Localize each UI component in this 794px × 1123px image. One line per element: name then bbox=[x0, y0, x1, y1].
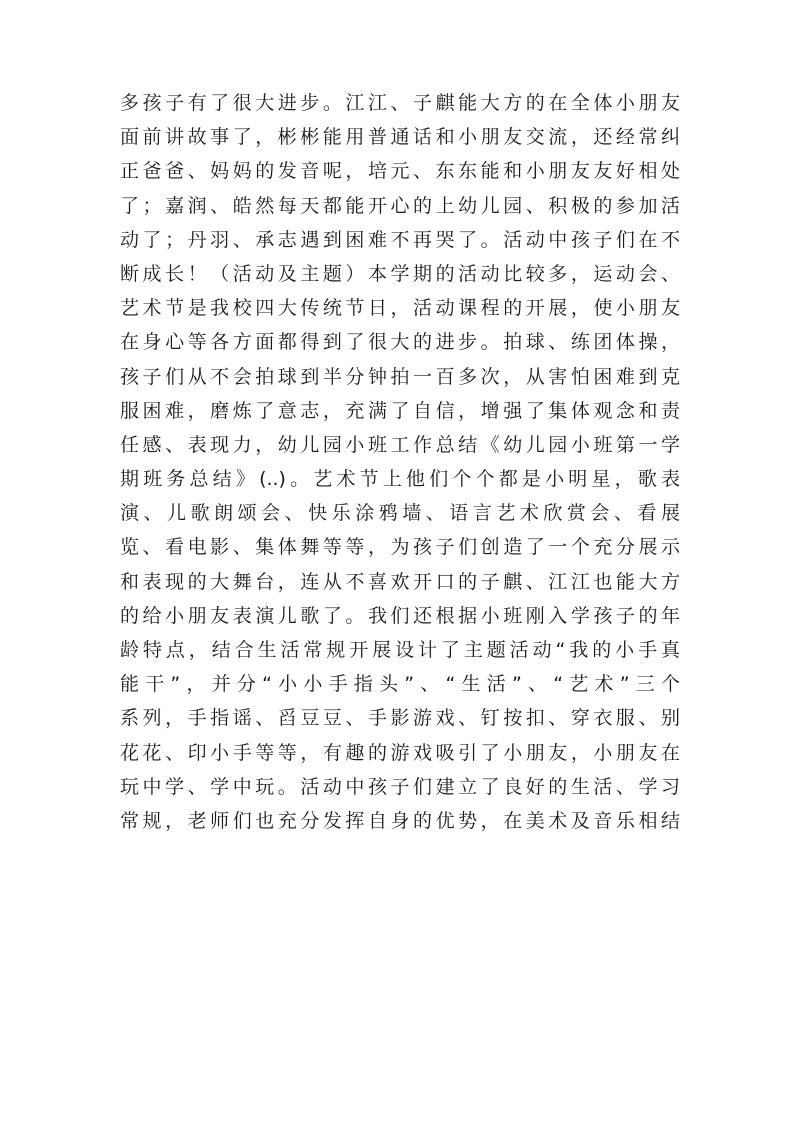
text-line: 了；嘉润、皓然每天都能开心的上幼儿园、积极的参加活 bbox=[120, 194, 680, 217]
text-line: 服困难，磨炼了意志，充满了自信，增强了集体观念和责 bbox=[120, 399, 680, 422]
text-line: 动了；丹羽、承志遇到困难不再哭了。活动中孩子们在不 bbox=[120, 228, 680, 251]
text-line: 多孩子有了很大进步。江江、子麒能大方的在全体小朋友 bbox=[120, 92, 680, 114]
text-line: 演、儿歌朗颂会、快乐涂鸦墙、语言艺术欣赏会、看展 bbox=[120, 502, 680, 525]
text-line: 系列，手指谣、舀豆豆、手影游戏、钉按扣、穿衣服、别 bbox=[120, 707, 680, 730]
text-line: 面前讲故事了，彬彬能用普通话和小朋友交流，还经常纠 bbox=[120, 126, 680, 149]
text-line: 断成长！（活动及主题）本学期的活动比较多，运动会、 bbox=[120, 262, 680, 285]
text-line: 常规，老师们也充分发挥自身的优势，在美术及音乐相结 bbox=[120, 809, 680, 832]
text-line: 在身心等各方面都得到了很大的进步。拍球、练团体操， bbox=[120, 331, 680, 354]
text-line: 期班务总结》(..)。艺术节上他们个个都是小明星，歌表 bbox=[120, 468, 680, 491]
text-line: 艺术节是我校四大传统节日，活动课程的开展，使小朋友 bbox=[120, 297, 680, 320]
body-text bbox=[120, 86, 680, 838]
text-line: 花花、印小手等等，有趣的游戏吸引了小朋友，小朋友在 bbox=[120, 741, 680, 764]
text-line: 和表现的大舞台，连从不喜欢开口的子麒、江江也能大方 bbox=[120, 570, 680, 593]
text-line: 正爸爸、妈妈的发音呢，培元、东东能和小朋友友好相处 bbox=[120, 160, 680, 183]
text-line: 玩中学、学中玩。活动中孩子们建立了良好的生活、学习 bbox=[120, 775, 680, 798]
text-line: 任感、表现力，幼儿园小班工作总结《幼儿园小班第一学 bbox=[120, 433, 680, 456]
text-line: 龄特点，结合生活常规开展设计了主题活动“我的小手真 bbox=[120, 639, 680, 661]
text-line: 能干”，并分“小小手指头”、“生活”、“艺术”三个 bbox=[120, 673, 680, 696]
text-line: 览、看电影、集体舞等等，为孩子们创造了一个充分展示 bbox=[120, 536, 680, 559]
text-line: 孩子们从不会拍球到半分钟拍一百多次，从害怕困难到克 bbox=[120, 365, 680, 388]
text-line: 的给小朋友表演儿歌了。我们还根据小班刚入学孩子的年 bbox=[120, 604, 680, 627]
